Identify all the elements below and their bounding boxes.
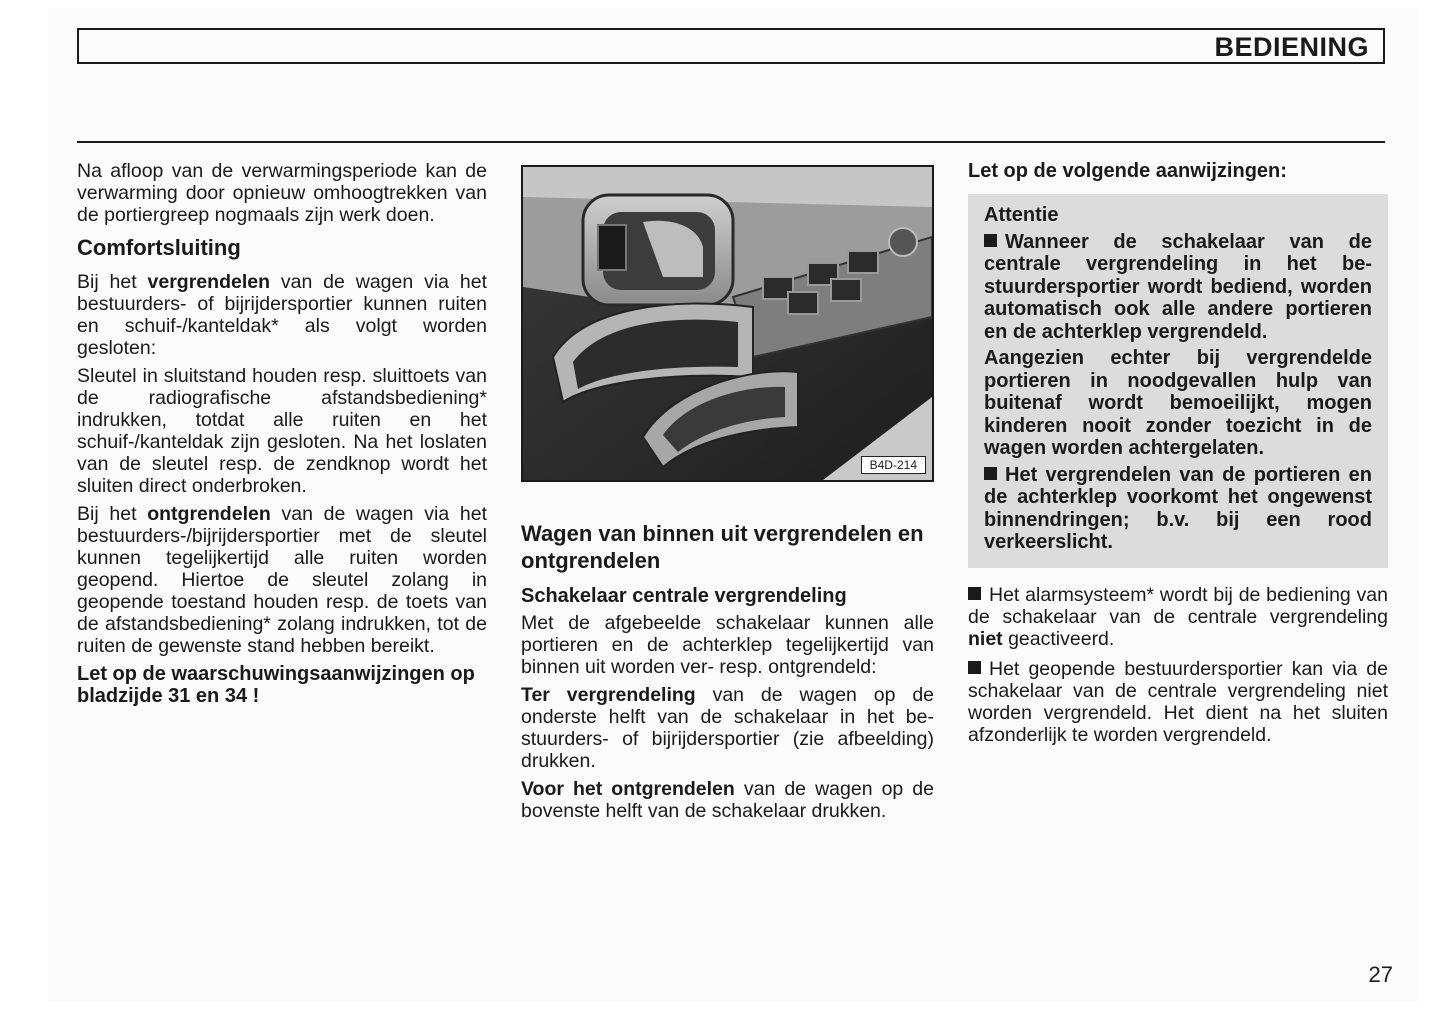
subheading-schakelaar: Schakelaar centrale vergrendeling xyxy=(521,585,847,607)
column-right xyxy=(968,160,1388,754)
heading-comfortsluiting: Comfortsluiting xyxy=(77,235,241,260)
note-bestuurdersportier: Het geopende bestuurdersportier kan via de schakelaar van de centrale vergrendeling niet worden vergrendeld. Het dient na het sluiten afzonderlijk te worden vergrendeld. xyxy=(968,657,1388,746)
paragraph-ontgrendelen-wagen: Voor het ontgrendelen van de wagen op de bovenste helft van de schakelaar drukken. xyxy=(521,778,934,822)
warning-label: Attentie xyxy=(984,204,1059,226)
notes-title: Let op de volgende aanwijzingen: xyxy=(968,160,1287,182)
section-title: BEDIENING xyxy=(1214,32,1369,62)
note-alarm: Het alarmsysteem* wordt bij de bediening van de schakelaar van de centrale vergrendeling niet geactiveerd. xyxy=(968,583,1388,650)
warning-box xyxy=(968,194,1388,568)
door-panel-illustration xyxy=(523,167,932,480)
column-left xyxy=(77,160,487,707)
paragraph-ter-vergrendeling: Ter vergrendeling van de wagen op de onderste helft van de schakelaar in het bestuurders- of bijrijdersportier (zie afbeelding) drukken. xyxy=(521,684,935,772)
bullet-square-icon xyxy=(968,587,981,600)
warning-reference-note: Let op de waarschuwingsaanwijzingen op bladzijde 31 en 34 ! xyxy=(77,663,475,707)
warning-item-2: Aangezien echter bij vergrendelde portieren in noodgevallen hulp van buitenaf wordt bemoeilijkt, mogen kinderen nooit zonder toezicht in de wagen worden achtergelaten. xyxy=(984,347,1372,459)
bullet-square-icon xyxy=(984,467,997,480)
heading-wagen-vergrendelen: Wagen van binnen uit vergrendelen en ontgrendelen xyxy=(521,521,924,573)
page-number: 27 xyxy=(1368,962,1393,987)
warning-item-3: Het vergrendelen van de portieren en de achterklep voorkomt het ongewenst binnendringen; b.v. bij een rood verkeerslicht. xyxy=(984,463,1372,553)
header-box xyxy=(77,28,1385,64)
column-middle xyxy=(521,512,934,828)
warning-item-1: Wanneer de schakelaar van de centrale vergrendeling in het bestuurdersportier wordt bediend, worden automatisch ook alle andere portieren en de achterklep vergrendeld. xyxy=(984,230,1372,343)
paragraph-schakelaar: Met de afgebeelde schakelaar kunnen alle portieren en de achterklep tegelijkertijd van binnen uit worden ver- resp. ontgrendeld: xyxy=(521,612,934,678)
door-panel-figure xyxy=(521,165,934,482)
bullet-square-icon xyxy=(984,234,997,247)
header-rule xyxy=(77,141,1385,143)
notes-list xyxy=(968,584,1388,746)
paragraph-ontgrendelen: Bij het ontgrendelen van de wagen via het bestuurders-/bijrijdersportier met de sleutel kunnen tegelijkertijd alle ruiten worden geopend. Hiertoe de sleutel zolang in geopende toestand houden resp. de toets van de afstandsbediening* zolang indrukken, tot de ruiten de gewenste stand hebben bereikt. xyxy=(77,503,487,657)
paragraph-vergrendelen: Bij het vergrendelen van de wagen via het bestuurders- of bijrijdersportier kunnen ruiten en schuif-/kanteldak* als volgt worden gesloten: xyxy=(77,271,487,359)
paragraph-sluitstand: Sleutel in sluitstand houden resp. sluittoets van de radiografische afstandsbediening* indrukken, totdat alle ruiten en het schuif-/kanteldak zijn gesloten. Na het loslaten van de sleutel resp. de zendknop wordt het sluiten direct onderbroken. xyxy=(77,365,487,497)
intro-paragraph: Na afloop van de verwarmingsperiode kan de verwarming door opnieuw omhoogtrekken van de portiergreep nogmaals zijn werk doen. xyxy=(77,160,487,226)
figure-label: B4D-214 xyxy=(861,456,926,474)
bullet-square-icon xyxy=(968,661,981,674)
